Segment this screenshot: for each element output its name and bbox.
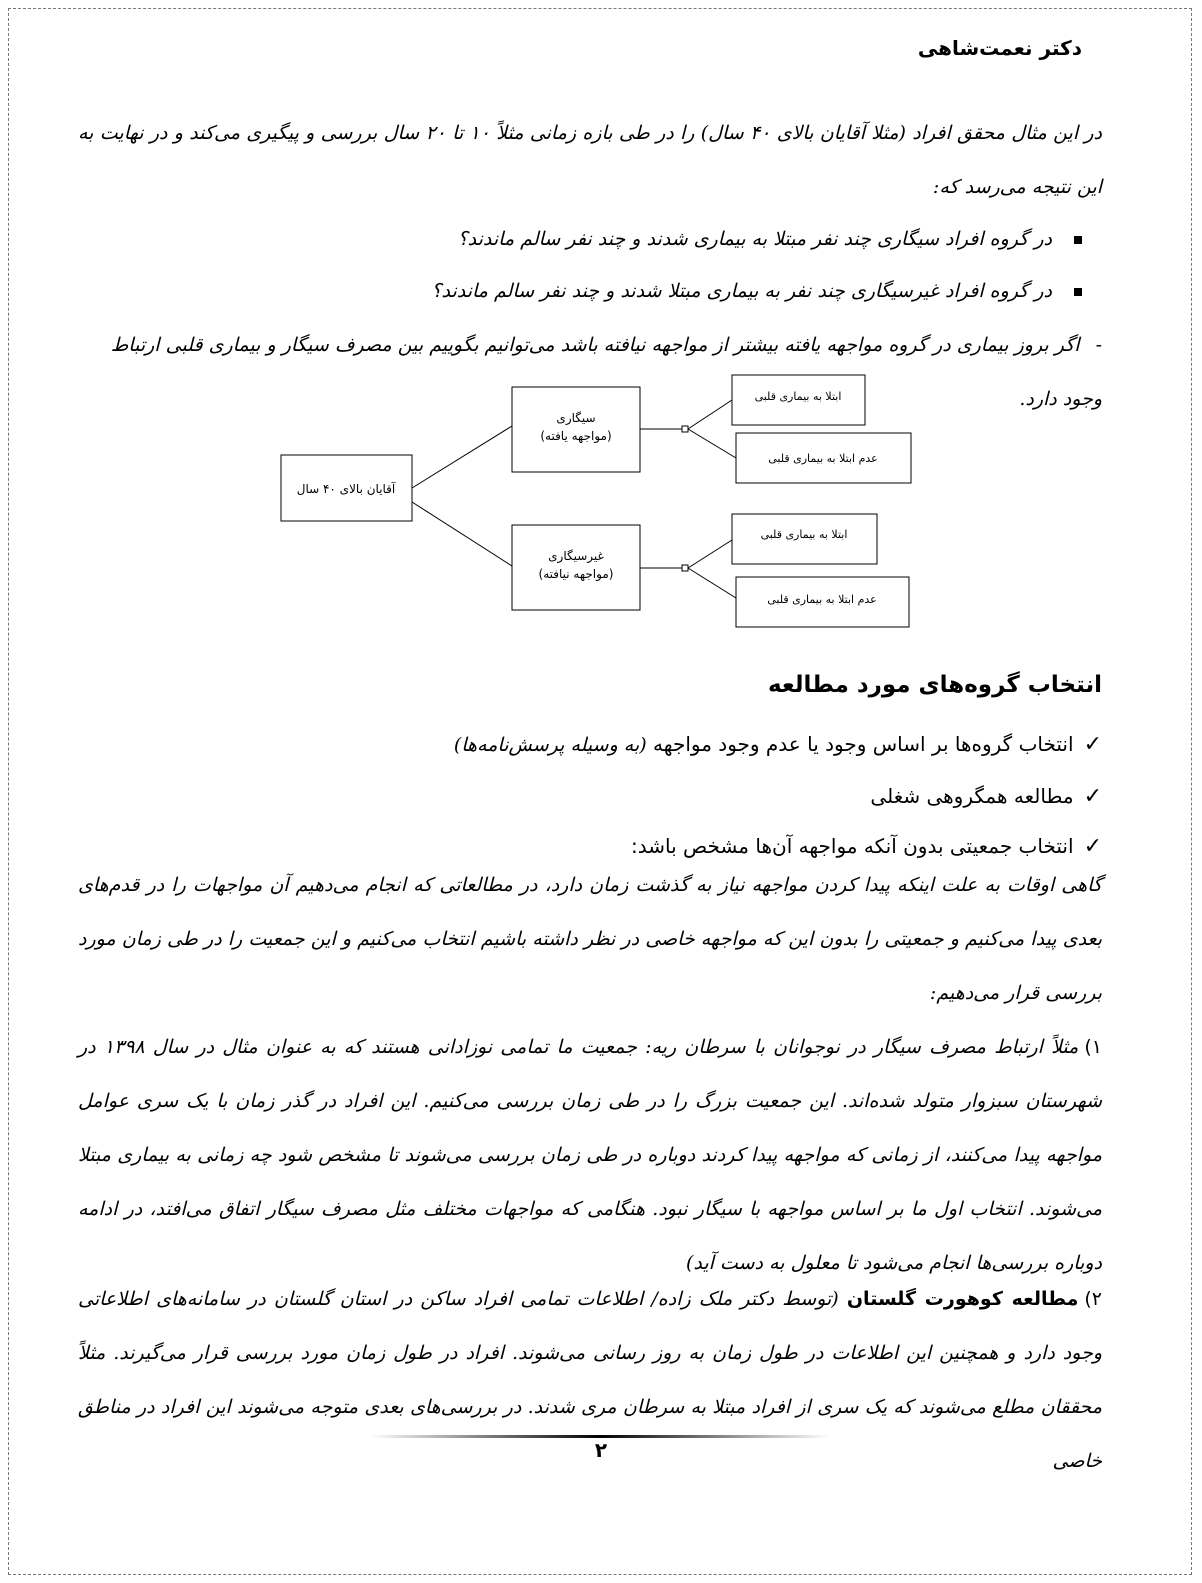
check-text: انتخاب گروه‌ها بر اساس وجود یا عدم وجود مواجهه: [653, 732, 1074, 756]
check-item-population: [631, 834, 1102, 859]
intro-paragraph: در این مثال محقق افراد (مثلا آقایان بالای ۴۰ سال) را در طی بازه زمانی مثلاً ۱۰ تا ۲۰ سال بررسی و پیگیری می‌کند و در نهایت به این نتیجه می‌رسد که:: [78, 122, 1103, 198]
page-number: ۲: [594, 1438, 608, 1462]
outcome-label: ابتلا به بیماری قلبی: [760, 528, 848, 541]
outcome-label: عدم ابتلا به بیماری قلبی: [768, 452, 878, 465]
author-header: دکتر نعمت‌شاهی: [917, 36, 1082, 60]
bullet-text: در گروه افراد سیگاری چند نفر مبتلا به بیماری شدند و چند نفر سالم ماندند؟: [457, 228, 1052, 250]
item-text: (توسط دکتر ملک زاده/ اطلاعات تمامی افراد ساکن در استان گلستان در سامانه‌های اطلاعاتی وجود دارد و همچنین این اطلاعات در طول زمان به روز رسانی می‌شوند. افراد در طول زمان مورد بررسی قرار می‌گیرند. مثلاً محققان مطلع می‌شوند که یک سری از افراد مبتلا به سرطان مری شدند. در بررسی‌های بعدی متوجه می‌شوند این افراد در مناطق خاصی: [78, 1288, 1102, 1472]
numbered-item-1: [78, 1020, 1102, 1290]
check-text: انتخاب جمعیتی بدون آنکه مواجهه آن‌ها مشخص باشد:: [631, 834, 1074, 858]
item-bold-title: مطالعه کوهورت گلستان: [846, 1288, 1079, 1310]
nonsmokers-node-line1: غیرسیگاری: [548, 549, 604, 563]
bullet-item-smokers: [78, 228, 1082, 250]
check-icon: ✓: [1083, 732, 1102, 757]
check-item-occupational: [870, 784, 1102, 809]
square-bullet-icon: [1074, 288, 1082, 296]
root-node-label: آقایان بالای ۴۰ سال: [296, 482, 396, 496]
outcome-label: عدم ابتلا به بیماری قلبی: [767, 593, 877, 606]
smokers-node-line1: سیگاری: [556, 411, 596, 425]
section-title: انتخاب گروه‌های مورد مطالعه: [767, 672, 1102, 698]
conclusion-text: اگر بروز بیماری در گروه مواجهه یافته بیشتر از مواجهه نیافته باشد می‌توانیم بگوییم بین مصرف سیگار و بیماری قلبی ارتباط وجود دارد.: [110, 334, 1102, 410]
nonsmokers-node-line2: (مواجهه نیافته): [538, 567, 614, 581]
dash-bullet: -: [1095, 334, 1102, 356]
smokers-node-line2: (مواجهه یافته): [540, 429, 612, 443]
item-text: مثلاً ارتباط مصرف سیگار در نوجوانان با سرطان ریه: جمعیت ما تمامی نوزادانی هستند که به عنوان مثال در سال ۱۳۹۸ در شهرستان سبزوار متولد شده‌اند. این جمعیت بزرگ را در طی زمان بررسی می‌کنیم. این افراد در گذر زمان با یک سری عوامل مواجهه پیدا می‌کنند، از زمانی که مواجهه پیدا کردند دوباره در طی زمان بررسی می‌شوند تا مشخص شود چه زمانی به بیماری مبتلا می‌شوند. انتخاب اول ما بر اساس مواجهه با سیگار نبود. هنگامی که مواجهات مختلف مثل مصرف سیگار اتفاق می‌افتد، در ادامه دوباره بررسی‌ها انجام می‌شود تا معلول به دست آید): [78, 1036, 1102, 1274]
check-icon: ✓: [1083, 834, 1102, 859]
bullet-text: در گروه افراد غیرسیگاری چند نفر به بیماری مبتلا شدند و چند نفر سالم ماندند؟: [431, 280, 1052, 302]
population-paragraph: گاهی اوقات به علت اینکه پیدا کردن مواجهه نیاز به گذشت زمان دارد، در مطالعاتی که انجام می‌دهیم آن مواجهات را در قدم‌های بعدی پیدا می‌کنیم و جمعیتی را بدون این که مواجهه خاصی در نظر داشته باشیم انتخاب می‌کنیم و این جمعیت را در طی زمان مورد بررسی قرار می‌دهیم:: [78, 874, 1102, 1004]
check-text: مطالعه همگروهی شغلی: [870, 784, 1074, 808]
outcome-label: ابتلا به بیماری قلبی: [754, 390, 842, 403]
check-note: (به وسیله پرسش‌نامه‌ها): [453, 734, 647, 756]
item-number: ۲): [1084, 1288, 1102, 1310]
check-icon: ✓: [1083, 784, 1102, 809]
check-item-exposure: [454, 732, 1102, 757]
bullet-item-nonsmokers: [78, 280, 1082, 302]
square-bullet-icon: [1074, 236, 1082, 244]
item-number: ۱): [1084, 1036, 1102, 1058]
cohort-tree-diagram: [270, 370, 930, 640]
